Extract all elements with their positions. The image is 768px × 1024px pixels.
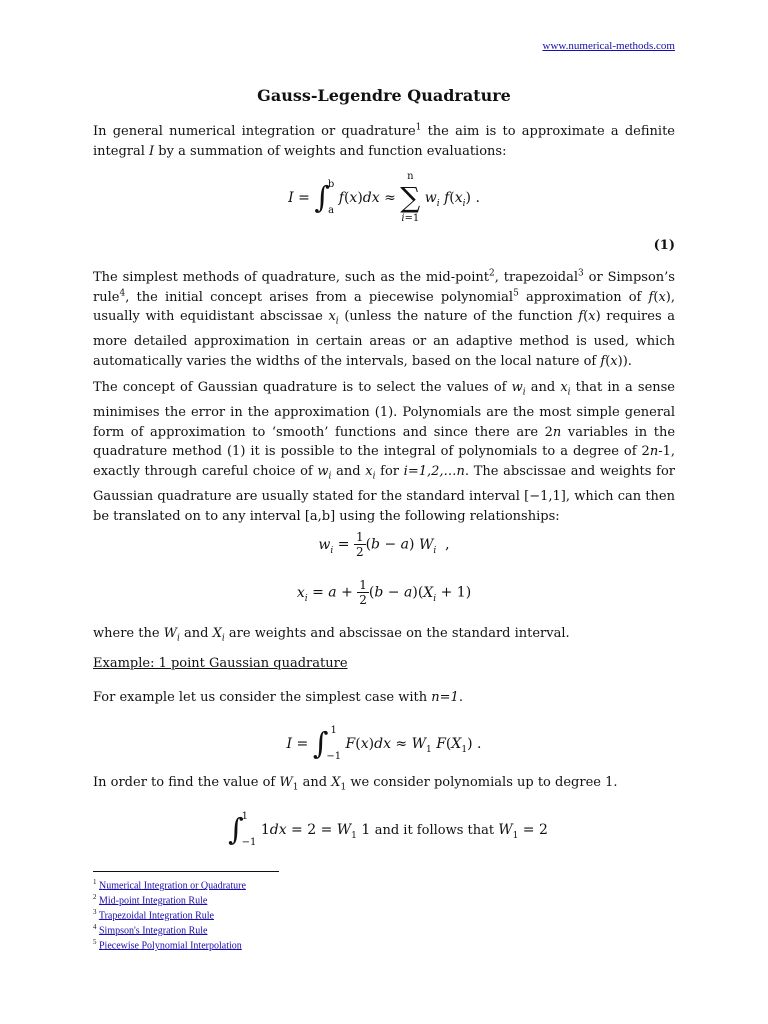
- footnote-link-3[interactable]: Trapezoidal Integration Rule: [98, 910, 214, 922]
- footnote-ref-3[interactable]: 3: [578, 268, 584, 279]
- paragraph-simplest-case: For example let us consider the simplest case with n=1.: [93, 690, 463, 705]
- footnote-link-1[interactable]: Numerical Integration or Quadrature: [99, 880, 246, 892]
- footnote-link-4[interactable]: Simpson's Integration Rule: [99, 925, 208, 937]
- footnote-ref-4[interactable]: 4: [119, 288, 126, 299]
- footnote-2: $^2$ Mid-point Integration Rule: [93, 892, 208, 907]
- paragraph-simplest-methods: The simplest methods of quadrature, such as the mid-point$^2$, trapezoidal$^3$ or Simpson’s rule$^4$, the initial concept arises from a piecewise polynomial$^5$ approximation of f(x), usually with equidistant abscissae $x_i$ (unless the nature of the function f(x) requires a more detailed approximation in certain areas or an adaptive method is used, which automatically varies the widths of the intervals, based on the local nature of f(x)).: [93, 268, 675, 369]
- footnote-ref-1[interactable]: 1: [415, 122, 422, 133]
- example-heading: Example: 1 point Gaussian quadrature: [93, 656, 348, 671]
- footnote-separator: [93, 871, 279, 872]
- paragraph-find-values: In order to find the value of $W_1$ and $X_1$ we consider polynomials up to degree 1.: [93, 775, 618, 793]
- equation-abscissa-transform: $x_i = a$ + $\frac{1}{2}$ $(b - a)(X_i + 1)$: [296, 578, 472, 607]
- equation-integral-sum: I = ∫ b a f(x)dx ≈ n ∑ i=1 $w_i$ $f(x_i)$ .: [288, 171, 480, 224]
- footnote-ref-2[interactable]: 2: [489, 268, 495, 279]
- footnote-link-2[interactable]: Mid-point Integration Rule: [99, 895, 208, 907]
- header-website-link[interactable]: www.numerical-methods.com: [542, 40, 675, 52]
- paragraph-gaussian-concept: The concept of Gaussian quadrature is to select the values of $w_i$ and $x_i$ that in a sense minimises the error in the approximation (1). Polynomials are the most simple general form of approximation to ‘smooth’ functions and since there are 2n variables in the quadrature method (1) it is possible to the integral of polynomials to a degree of 2n-1, exactly through careful choice of $w_i$ and $x_i$ for i=1,2,…n. The abscissae and weights for Gaussian quadrature are usually stated for the standard interval [−1,1], which can then be translated on to any interval [a,b] using the following relationships:: [93, 380, 676, 524]
- paragraph-where: where the $W_i$ and $X_i$ are weights and abscissae on the standard interval.: [93, 626, 570, 644]
- document-title: Gauss-Legendre Quadrature: [257, 86, 511, 105]
- equation-degree-zero: ∫ 1 −1 $1dx = 2 = W_1$ 1 and it follows that $W_1 = 2$: [228, 811, 548, 848]
- equation-weight-transform: $w_i$ = $\frac{1}{2}$ (b − a) $W_i$ ,: [318, 530, 450, 559]
- footnote-3: $^3$ Trapezoidal Integration Rule: [93, 907, 214, 922]
- paragraph-intro: In general numerical integration or quadrature$^1$ the aim is to approximate a definite integral I by a summation of weights and function evaluations:: [93, 122, 675, 159]
- footnote-ref-5[interactable]: 5: [513, 288, 519, 299]
- equation-number-1: (1): [653, 238, 675, 253]
- footnote-4: $^4$ Simpson's Integration Rule: [93, 922, 208, 937]
- footnote-5: $^5$ Piecewise Polynomial Interpolation: [93, 937, 242, 952]
- footnotes: [93, 877, 246, 952]
- footnote-1: $^1$ Numerical Integration or Quadrature: [93, 878, 246, 892]
- footnote-link-5[interactable]: Piecewise Polynomial Interpolation: [99, 940, 242, 952]
- equation-one-point: I = ∫ 1 −1 $F(x)dx \approx W_1$ $F(X_1)$ .: [286, 725, 482, 762]
